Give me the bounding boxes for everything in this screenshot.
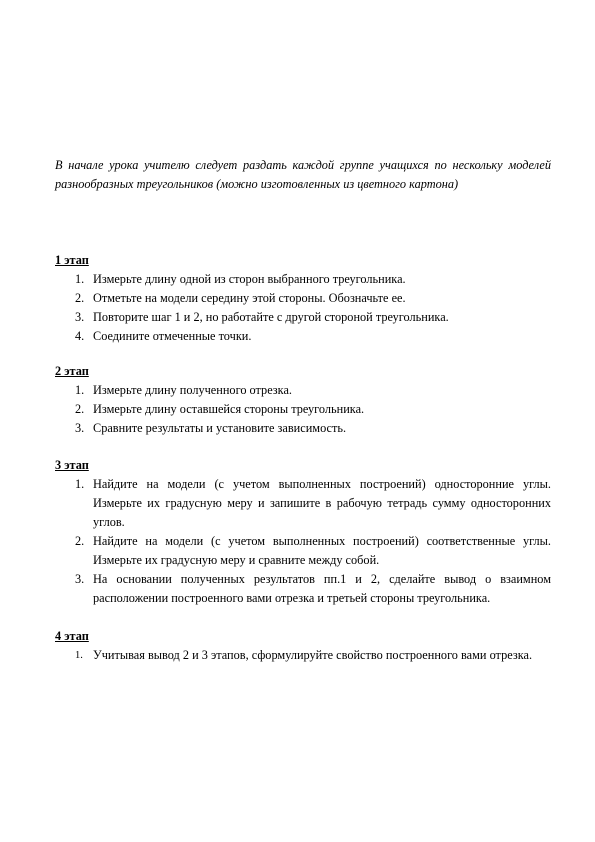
item-text: Учитывая вывод 2 и 3 этапов, сформулируйте свойство построенного вами отрезка. (93, 648, 533, 662)
stage-4 (55, 627, 551, 665)
list-item (55, 646, 551, 665)
stage-4-steps (55, 646, 551, 665)
item-number: 1. (75, 650, 83, 661)
item-number: 2. (75, 402, 85, 416)
item-number: 2. (75, 291, 85, 305)
item-number: 1. (75, 383, 85, 397)
stage-2 (55, 362, 551, 438)
list-item (55, 308, 551, 327)
list-item (55, 419, 551, 438)
stage-title: 3 этап (55, 458, 89, 472)
item-text: Повторите шаг 1 и 2, но работайте с другой стороной треугольника. (93, 310, 449, 324)
list-item (55, 570, 551, 608)
stage-3-steps (55, 475, 551, 608)
item-text: Измерьте длину одной из сторон выбранного треугольника. (93, 272, 406, 286)
item-text: Найдите на модели (с учетом выполненных построений) односторонние углы. Измерьте их градусную меру и запишите в рабочую тетрадь сумму односторонних углов. (93, 477, 551, 529)
stage-1-steps (55, 270, 551, 346)
list-item (55, 289, 551, 308)
stage-title: 2 этап (55, 364, 89, 378)
item-number: 4. (75, 329, 85, 343)
item-text: Сравните результаты и установите зависимость. (93, 421, 347, 435)
item-number: 3. (75, 421, 85, 435)
item-text: Соедините отмеченные точки. (93, 329, 252, 343)
item-text: Отметьте на модели середину этой стороны. Обозначьте ее. (93, 291, 406, 305)
item-number: 1. (75, 272, 85, 286)
list-item (55, 475, 551, 532)
stage-2-steps (55, 381, 551, 438)
list-item (55, 327, 551, 346)
item-text: Измерьте длину полученного отрезка. (93, 383, 292, 397)
list-item (55, 270, 551, 289)
list-item (55, 381, 551, 400)
item-text: Найдите на модели (с учетом выполненных построений) соответственные углы. Измерьте их градусную меру и сравните между собой. (93, 534, 551, 567)
item-number: 3. (75, 310, 85, 324)
list-item (55, 400, 551, 419)
stage-3 (55, 456, 551, 608)
list-item (55, 532, 551, 570)
item-number: 2. (75, 534, 85, 548)
intro-paragraph: В начале урока учителю следует раздать каждой группе учащихся по нескольку моделей разнообразных треугольников (можно изготовленных из цветного картона) (55, 158, 551, 191)
item-number: 1. (75, 477, 85, 491)
stage-title: 4 этап (55, 629, 89, 643)
stage-title: 1 этап (55, 253, 89, 267)
stage-1 (55, 251, 551, 346)
item-text: Измерьте длину оставшейся стороны треугольника. (93, 402, 365, 416)
item-number: 3. (75, 572, 85, 586)
item-text: На основании полученных результатов пп.1 и 2, сделайте вывод о взаимном расположении построенного вами отрезка и третьей стороны треугольника. (93, 572, 551, 605)
